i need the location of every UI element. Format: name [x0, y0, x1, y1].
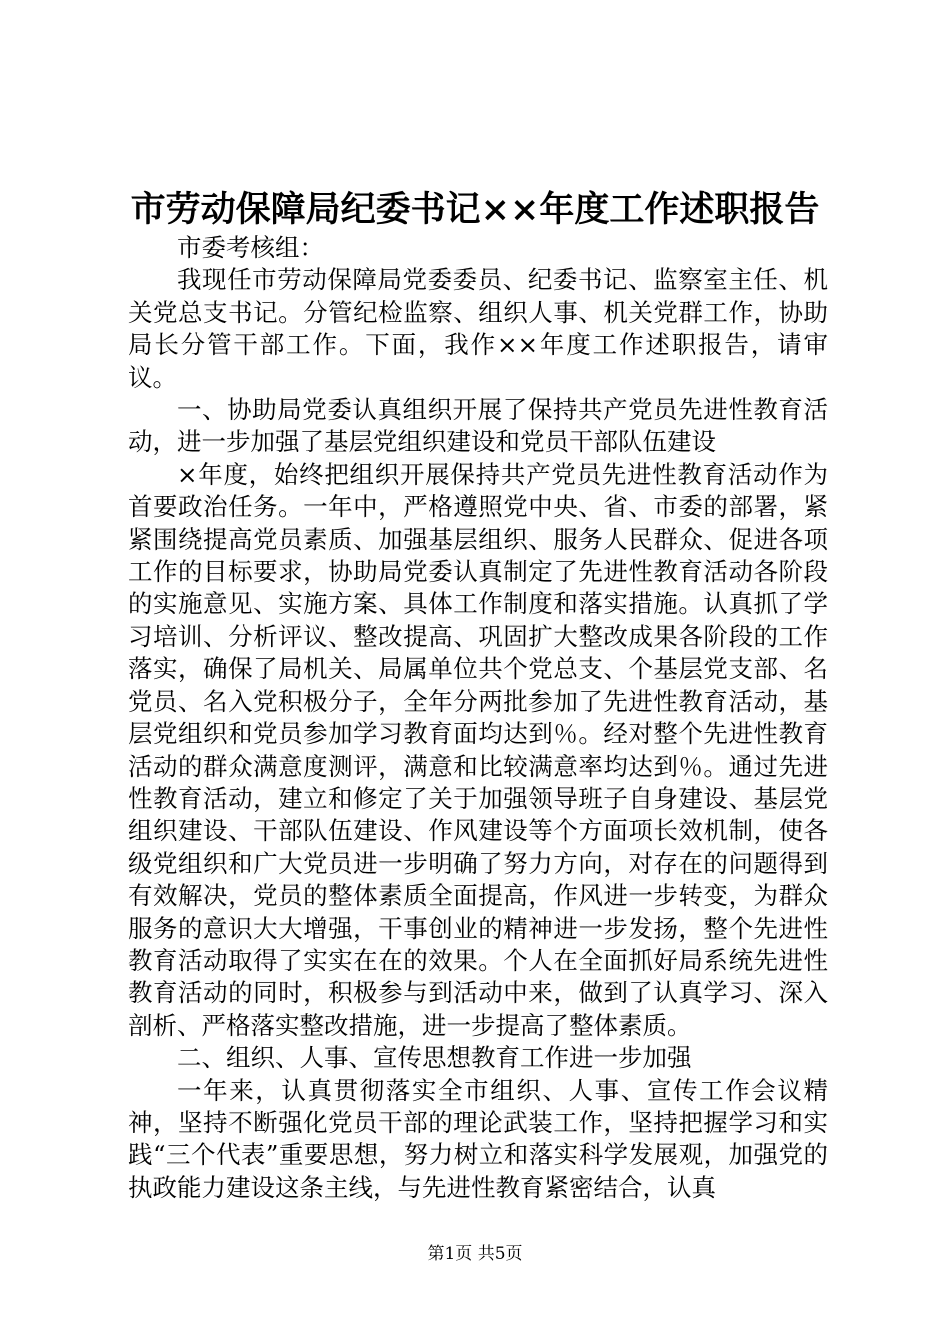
paragraph-intro: 我现任市劳动保障局党委委员、纪委书记、监察室主任、机关党总支书记。分管纪检监察、组织人事、机关党群工作，协助局长分管干部工作。下面，我作××年度工作述职报告，请审议。 — [128, 265, 828, 392]
page-number: 第1页 共5页 — [427, 1244, 523, 1264]
section-heading-2: 二、组织、人事、宣传思想教育工作进一步加强 — [177, 1043, 692, 1073]
document-title: 市劳动保障局纪委书记××年度工作述职报告 — [130, 189, 820, 230]
section-heading-1: 一、协助局党委认真组织开展了保持共产党员先进性教育活动，进一步加强了基层党组织建设和党员干部队伍建设 — [128, 395, 828, 457]
document-body — [128, 232, 828, 1204]
paragraph-section-2: 一年来，认真贯彻落实全市组织、人事、宣传工作会议精神，坚持不断强化党员干部的理论武装工作，坚持把握学习和实践“三个代表”重要思想，努力树立和落实科学发展观，加强党的执政能力建设这条主线，与先进性教育紧密结合，认真 — [128, 1075, 828, 1202]
paragraph-salutation: 市委考核组： — [177, 233, 324, 262]
paragraph-section-1: ×年度，始终把组织开展保持共产党员先进性教育活动作为首要政治任务。一年中，严格遵照党中央、省、市委的部署，紧紧围绕提高党员素质、加强基层组织、服务人民群众、促进各项工作的目标要求，协助局党委认真制定了先进性教育活动各阶段的实施意见、实施方案、具体工作制度和落实措施。认真抓了学习培训、分析评议、整改提高、巩固扩大整改成果各阶段的工作落实，确保了局机关、局属单位共个党总支、个基层党支部、名党员、名入党积极分子，全年分两批参加了先进性教育活动，基层党组织和党员参加学习教育面均达到％。经对整个先进性教育活动的群众满意度测评，满意和比较满意率均达到％。通过先进性教育活动，建立和修定了关于加强领导班子自身建设、基层党组织建设、干部队伍建设、作风建设等个方面项长效机制，使各级党组织和广大党员进一步明确了努力方向，对存在的问题得到有效解决，党员的整体素质全面提高，作风进一步转变，为群众服务的意识大大增强，干事创业的精神进一步发扬，整个先进性教育活动取得了实实在在的效果。个人在全面抓好局系统先进性教育活动的同时，积极参与到活动中来，做到了认真学习、深入剖析、严格落实整改措施，进一步提高了整体素质。 — [128, 459, 828, 1040]
